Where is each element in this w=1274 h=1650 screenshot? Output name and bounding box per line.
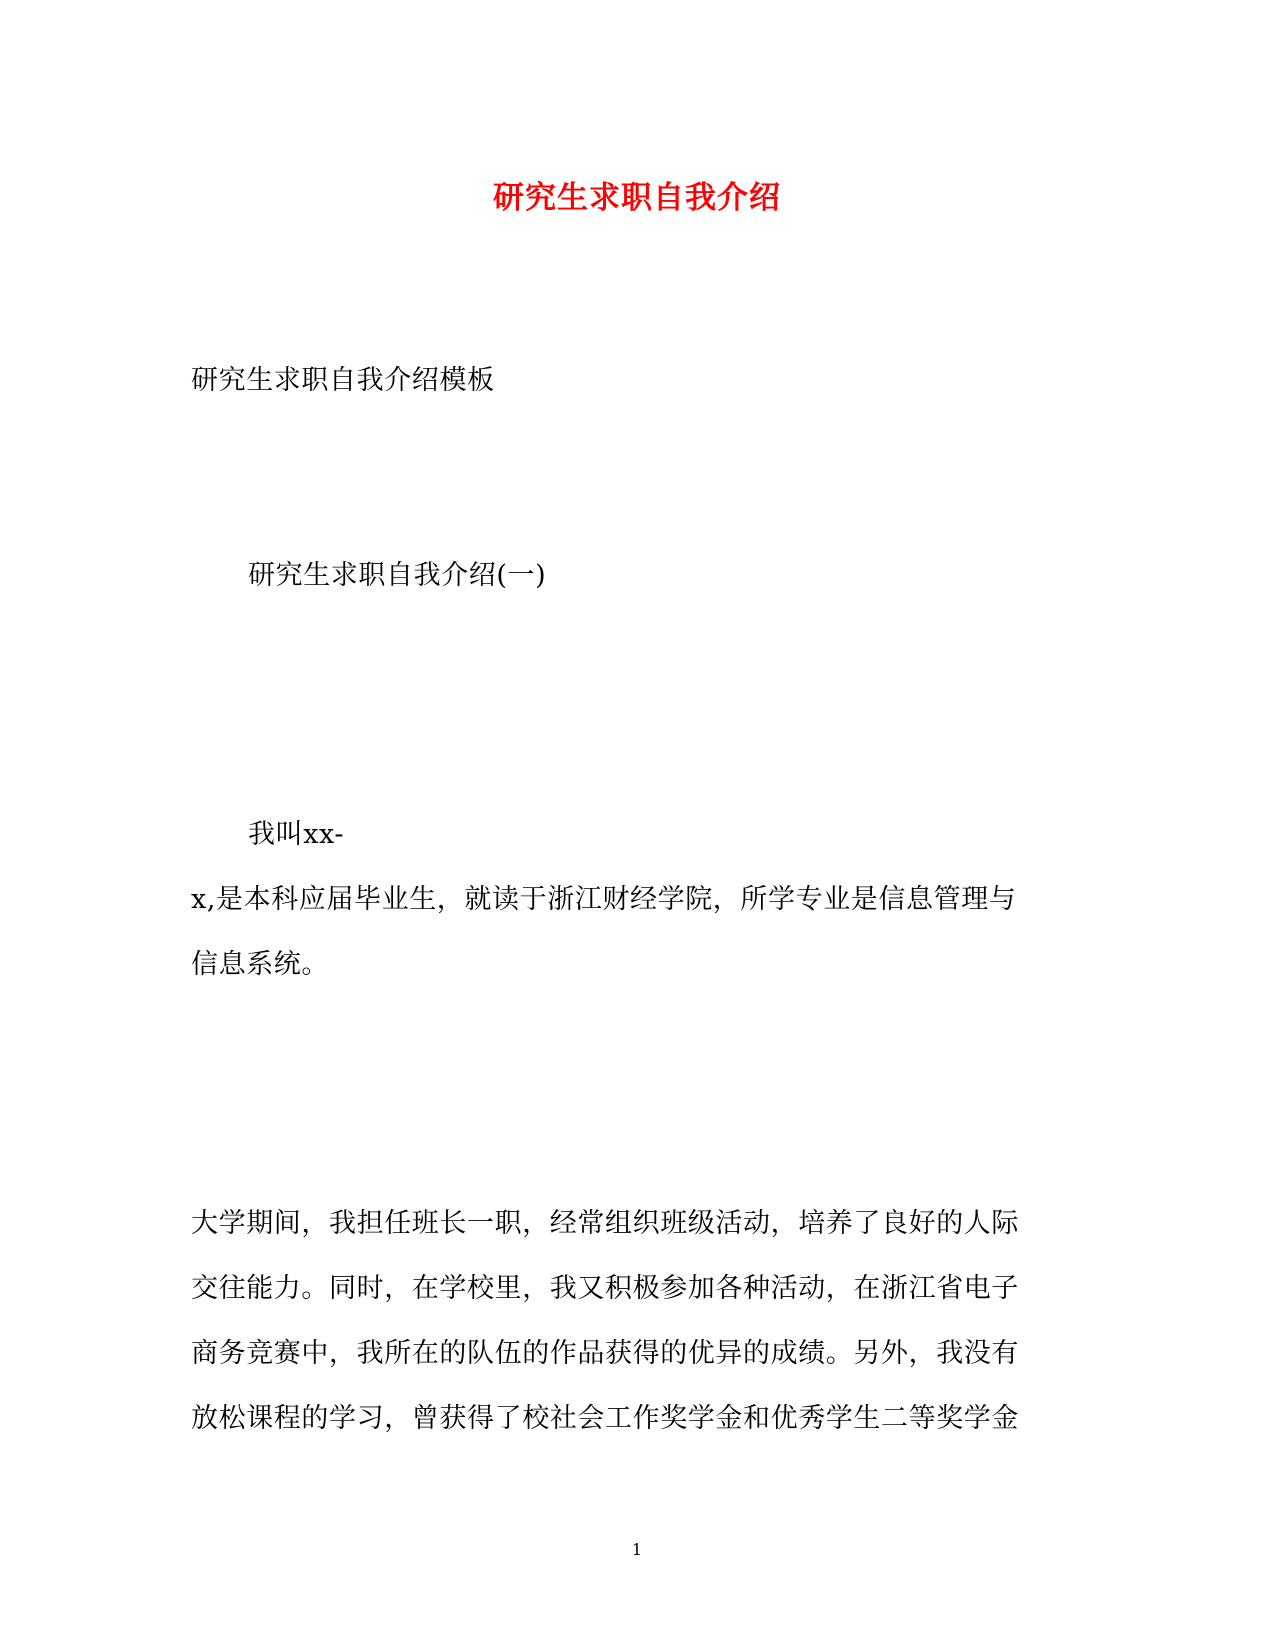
paragraph2-line-2: 交往能力。同时，在学校里，我又积极参加各种活动，在浙江省电子	[191, 1273, 1019, 1304]
paragraph2-line-4: 放松课程的学习，曾获得了校社会工作奖学金和优秀学生二等奖学金	[191, 1403, 1019, 1434]
paragraph2-line-3: 商务竞赛中，我所在的队伍的作品获得的优异的成绩。另外，我没有	[191, 1338, 1019, 1369]
page-number: 1	[631, 1540, 643, 1559]
paragraph1-line-1: 我叫xx-	[248, 819, 345, 850]
paragraph2-line-1: 大学期间，我担任班长一职，经常组织班级活动，培养了良好的人际	[191, 1208, 1019, 1239]
paragraph1-line-3: 信息系统。	[191, 949, 329, 980]
document-subtitle: 研究生求职自我介绍模板	[191, 365, 495, 396]
paragraph1-line-2: x,是本科应届毕业生，就读于浙江财经学院，所学专业是信息管理与	[191, 884, 1017, 915]
section-heading: 研究生求职自我介绍(一)	[248, 560, 547, 591]
document-title: 研究生求职自我介绍	[493, 180, 781, 216]
